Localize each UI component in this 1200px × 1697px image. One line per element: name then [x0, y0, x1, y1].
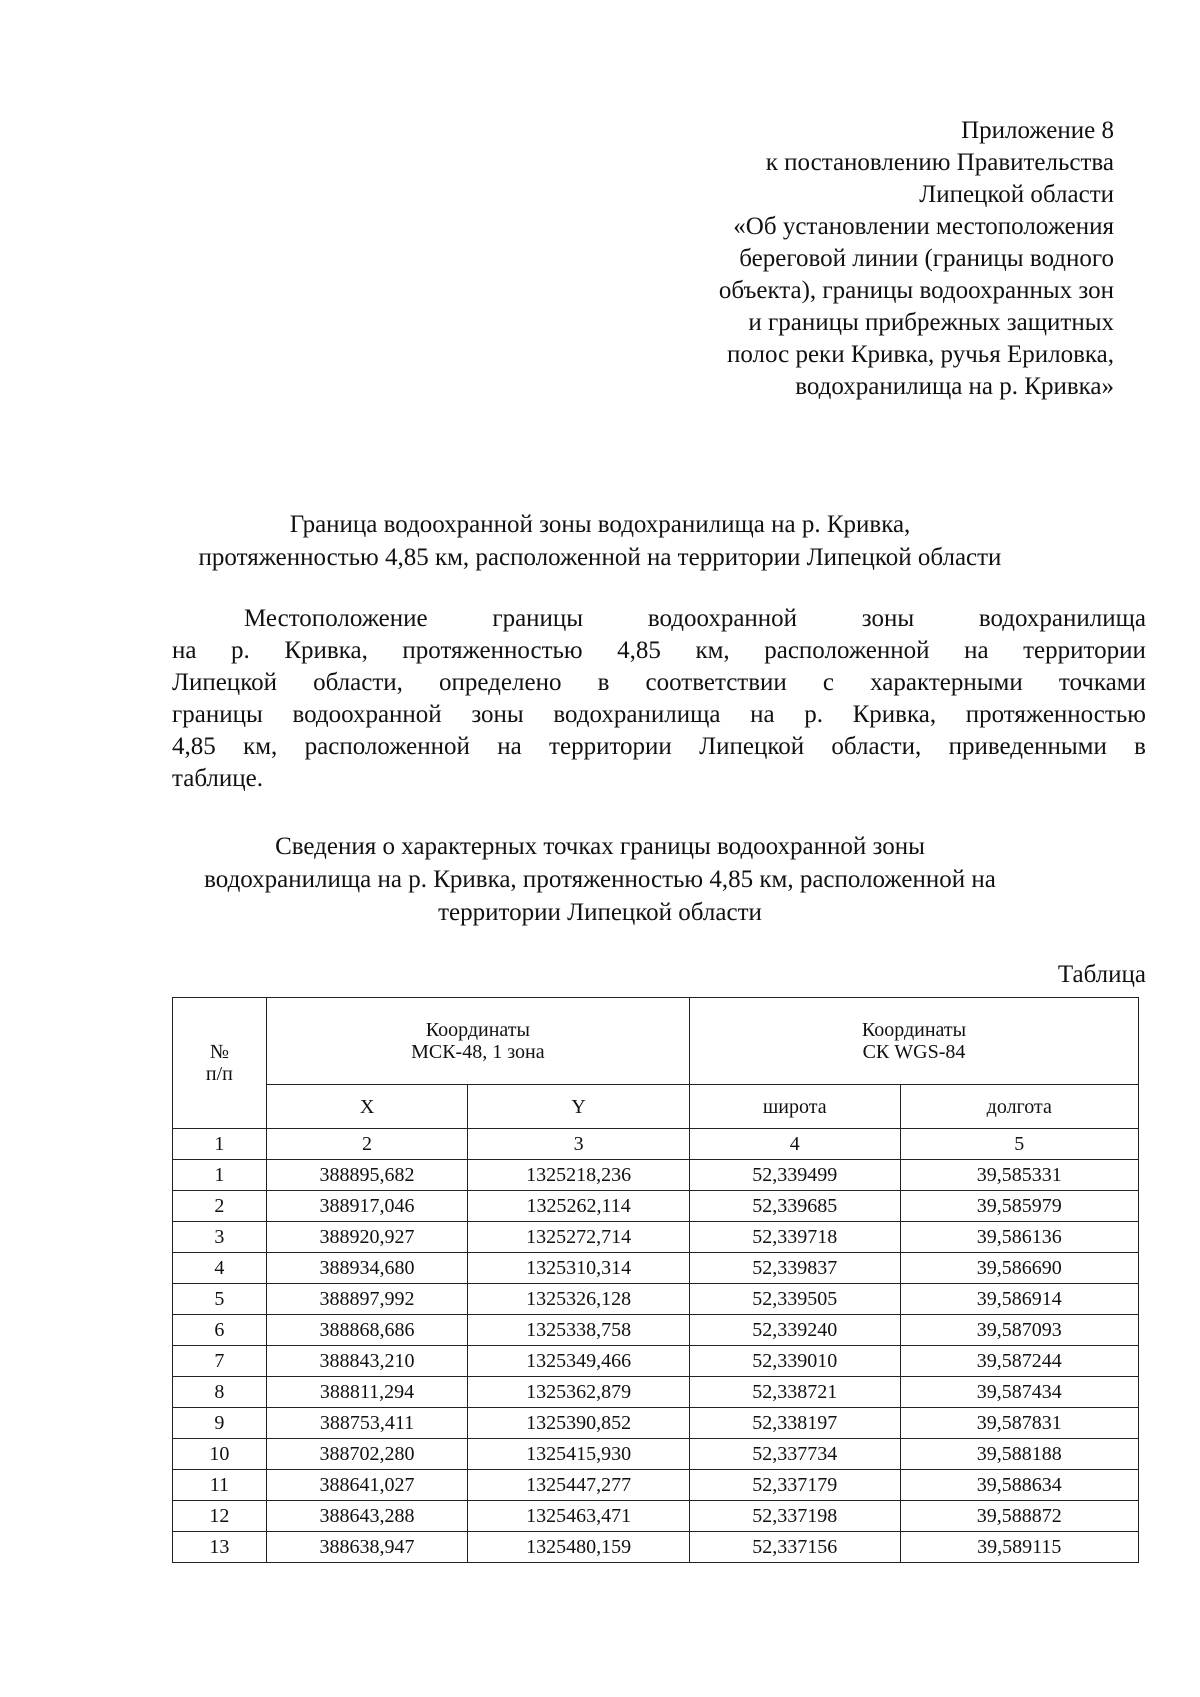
- paragraph-line: [172, 603, 1146, 635]
- column-number: 5: [900, 1129, 1138, 1160]
- y-coordinate-cell: 1325463,471: [468, 1501, 690, 1532]
- point-number-cell: 4: [173, 1253, 267, 1284]
- appendix-line: Липецкой области: [919, 181, 1114, 208]
- paragraph-word: территории: [1023, 637, 1146, 664]
- latitude-cell: 52,339685: [689, 1191, 900, 1222]
- point-number-cell: 10: [173, 1439, 267, 1470]
- paragraph-word: протяженностью: [965, 701, 1146, 728]
- paragraph-word: 4,85: [172, 733, 216, 760]
- point-number-cell: 9: [173, 1408, 267, 1439]
- paragraph-word: точками: [1058, 669, 1146, 696]
- y-coordinate-cell: 1325390,852: [468, 1408, 690, 1439]
- table-body: [173, 1129, 1139, 1563]
- longitude-cell: 39,588188: [900, 1439, 1138, 1470]
- point-number-cell: 8: [173, 1377, 267, 1408]
- longitude-cell: 39,588872: [900, 1501, 1138, 1532]
- paragraph-word: км,: [695, 637, 730, 664]
- x-coordinate-cell: 388920,927: [266, 1222, 468, 1253]
- y-coordinate-cell: 1325262,114: [468, 1191, 690, 1222]
- longitude-cell: 39,585331: [900, 1160, 1138, 1191]
- table-row: [173, 1160, 1139, 1191]
- paragraph-word: соответствии: [645, 669, 787, 696]
- header-msk-48: Координаты МСК-48, 1 зона: [266, 998, 689, 1085]
- latitude-cell: 52,338721: [689, 1377, 900, 1408]
- latitude-cell: 52,339837: [689, 1253, 900, 1284]
- longitude-cell: 39,586914: [900, 1284, 1138, 1315]
- caption-line: водохранилища на р. Кривка, протяженностью 4,85 км, расположенной на: [204, 866, 996, 893]
- y-coordinate-cell: 1325447,277: [468, 1470, 690, 1501]
- paragraph-word: Местоположение: [244, 605, 428, 632]
- y-coordinate-cell: 1325218,236: [468, 1160, 690, 1191]
- latitude-cell: 52,339718: [689, 1222, 900, 1253]
- latitude-cell: 52,337179: [689, 1470, 900, 1501]
- paragraph-word: расположенной: [764, 637, 930, 664]
- x-coordinate-cell: 388811,294: [266, 1377, 468, 1408]
- longitude-cell: 39,586136: [900, 1222, 1138, 1253]
- x-coordinate-cell: 388897,992: [266, 1284, 468, 1315]
- y-coordinate-cell: 1325349,466: [468, 1346, 690, 1377]
- column-number: 1: [173, 1129, 267, 1160]
- paragraph-word: на: [497, 733, 522, 760]
- y-coordinate-cell: 1325362,879: [468, 1377, 690, 1408]
- paragraph-word: Кривка,: [284, 637, 368, 664]
- paragraph-line: [172, 667, 1146, 699]
- point-number-cell: 12: [173, 1501, 267, 1532]
- y-coordinate-cell: 1325338,758: [468, 1315, 690, 1346]
- y-coordinate-cell: 1325326,128: [468, 1284, 690, 1315]
- paragraph-line: [172, 699, 1146, 731]
- table-row: [173, 1532, 1139, 1563]
- point-number-cell: 3: [173, 1222, 267, 1253]
- paragraph-word: км,: [243, 733, 278, 760]
- x-coordinate-cell: 388934,680: [266, 1253, 468, 1284]
- paragraph-word: на: [750, 701, 775, 728]
- caption-line: Сведения о характерных точках границы водоохранной зоны: [275, 833, 925, 860]
- paragraph-word: расположенной: [304, 733, 470, 760]
- table-row: [173, 1377, 1139, 1408]
- column-number: 3: [468, 1129, 690, 1160]
- paragraph-word: Кривка,: [852, 701, 937, 728]
- paragraph-word: границы: [172, 701, 263, 728]
- paragraph-word: в: [597, 669, 610, 696]
- caption-line: территории Липецкой области: [438, 899, 762, 926]
- paragraph-word: 4,85: [617, 637, 661, 664]
- paragraph-word: таблице.: [172, 765, 264, 792]
- subheader-x: X: [266, 1085, 468, 1129]
- paragraph-word: протяженностью: [402, 637, 583, 664]
- subheader-longitude: долгота: [900, 1085, 1138, 1129]
- x-coordinate-cell: 388868,686: [266, 1315, 468, 1346]
- paragraph-word: характерными: [870, 669, 1023, 696]
- table-row: [173, 1222, 1139, 1253]
- table-row: [173, 1408, 1139, 1439]
- paragraph-word: определено: [439, 669, 562, 696]
- x-coordinate-cell: 388643,288: [266, 1501, 468, 1532]
- paragraph-word: границы: [492, 605, 584, 632]
- appendix-line: Приложение 8: [961, 117, 1114, 144]
- paragraph-word: на: [964, 637, 989, 664]
- longitude-cell: 39,587093: [900, 1315, 1138, 1346]
- paragraph-word: Липецкой: [172, 669, 277, 696]
- paragraph-word: с: [822, 669, 835, 696]
- x-coordinate-cell: 388641,027: [266, 1470, 468, 1501]
- longitude-cell: 39,586690: [900, 1253, 1138, 1284]
- table-row: [173, 1346, 1139, 1377]
- appendix-line: водохранилища на р. Кривка»: [795, 373, 1114, 400]
- point-number-cell: 5: [173, 1284, 267, 1315]
- paragraph-word: области,: [313, 669, 403, 696]
- paragraph-word: р.: [804, 701, 823, 728]
- latitude-cell: 52,339499: [689, 1160, 900, 1191]
- column-number: 4: [689, 1129, 900, 1160]
- longitude-cell: 39,589115: [900, 1532, 1138, 1563]
- y-coordinate-cell: 1325310,314: [468, 1253, 690, 1284]
- latitude-cell: 52,339505: [689, 1284, 900, 1315]
- table-row: [173, 1315, 1139, 1346]
- column-number-row: [173, 1129, 1139, 1160]
- header-wgs-84: Координаты СК WGS-84: [689, 998, 1138, 1085]
- table-row: [173, 1470, 1139, 1501]
- latitude-cell: 52,339010: [689, 1346, 900, 1377]
- subheader-y: Y: [468, 1085, 690, 1129]
- paragraph-word: водохранилища: [553, 701, 721, 728]
- point-number-cell: 11: [173, 1470, 267, 1501]
- point-number-cell: 13: [173, 1532, 267, 1563]
- y-coordinate-cell: 1325480,159: [468, 1532, 690, 1563]
- table-row: [173, 1501, 1139, 1532]
- longitude-cell: 39,588634: [900, 1470, 1138, 1501]
- paragraph-line: [172, 731, 1146, 763]
- appendix-line: к постановлению Правительства: [765, 149, 1114, 176]
- appendix-line: «Об установлении местоположения: [733, 213, 1114, 240]
- x-coordinate-cell: 388843,210: [266, 1346, 468, 1377]
- heading-line: Граница водоохранной зоны водохранилища на р. Кривка,: [289, 511, 911, 538]
- column-number: 2: [266, 1129, 468, 1160]
- table-label: Таблица: [1057, 961, 1146, 988]
- point-number-cell: 7: [173, 1346, 267, 1377]
- appendix-line: и границы прибрежных защитных: [748, 309, 1114, 336]
- appendix-line: объекта), границы водоохранных зон: [718, 277, 1114, 304]
- paragraph-word: водоохранной: [292, 701, 442, 728]
- paragraph-word: области,: [831, 733, 922, 760]
- heading-line: протяженностью 4,85 км, расположенной на территории Липецкой области: [198, 544, 1002, 571]
- x-coordinate-cell: 388917,046: [266, 1191, 468, 1222]
- x-coordinate-cell: 388702,280: [266, 1439, 468, 1470]
- paragraph-word: на: [172, 637, 197, 664]
- x-coordinate-cell: 388638,947: [266, 1532, 468, 1563]
- appendix-line: полос реки Кривка, ручья Ериловка,: [726, 341, 1114, 368]
- paragraph-word: водоохранной: [647, 605, 798, 632]
- paragraph-word: зоны: [861, 605, 915, 632]
- paragraph-word: территории: [549, 733, 672, 760]
- table-row: [173, 1439, 1139, 1470]
- header-number: № п/п: [173, 998, 267, 1129]
- appendix-line: береговой линии (границы водного: [739, 245, 1114, 272]
- paragraph-line: [172, 763, 1146, 795]
- longitude-cell: 39,587434: [900, 1377, 1138, 1408]
- paragraph-line: [172, 635, 1146, 667]
- point-number-cell: 1: [173, 1160, 267, 1191]
- x-coordinate-cell: 388895,682: [266, 1160, 468, 1191]
- y-coordinate-cell: 1325415,930: [468, 1439, 690, 1470]
- y-coordinate-cell: 1325272,714: [468, 1222, 690, 1253]
- coordinates-table: [172, 997, 1139, 1563]
- longitude-cell: 39,587244: [900, 1346, 1138, 1377]
- appendix-block: [554, 115, 1114, 403]
- table-row: [173, 1284, 1139, 1315]
- x-coordinate-cell: 388753,411: [266, 1408, 468, 1439]
- body-paragraph: [172, 603, 1146, 795]
- point-number-cell: 2: [173, 1191, 267, 1222]
- table-row: [173, 1253, 1139, 1284]
- latitude-cell: 52,338197: [689, 1408, 900, 1439]
- paragraph-word: Липецкой: [699, 733, 805, 760]
- latitude-cell: 52,337198: [689, 1501, 900, 1532]
- paragraph-word: водохранилища: [978, 605, 1146, 632]
- paragraph-word: зоны: [471, 701, 524, 728]
- point-number-cell: 6: [173, 1315, 267, 1346]
- document-heading: [120, 508, 1080, 574]
- latitude-cell: 52,337734: [689, 1439, 900, 1470]
- table-caption: [120, 830, 1080, 929]
- table-row: [173, 1191, 1139, 1222]
- paragraph-word: приведенными: [948, 733, 1107, 760]
- paragraph-word: р.: [231, 637, 250, 664]
- paragraph-word: в: [1134, 733, 1146, 760]
- latitude-cell: 52,339240: [689, 1315, 900, 1346]
- latitude-cell: 52,337156: [689, 1532, 900, 1563]
- subheader-latitude: широта: [689, 1085, 900, 1129]
- longitude-cell: 39,585979: [900, 1191, 1138, 1222]
- longitude-cell: 39,587831: [900, 1408, 1138, 1439]
